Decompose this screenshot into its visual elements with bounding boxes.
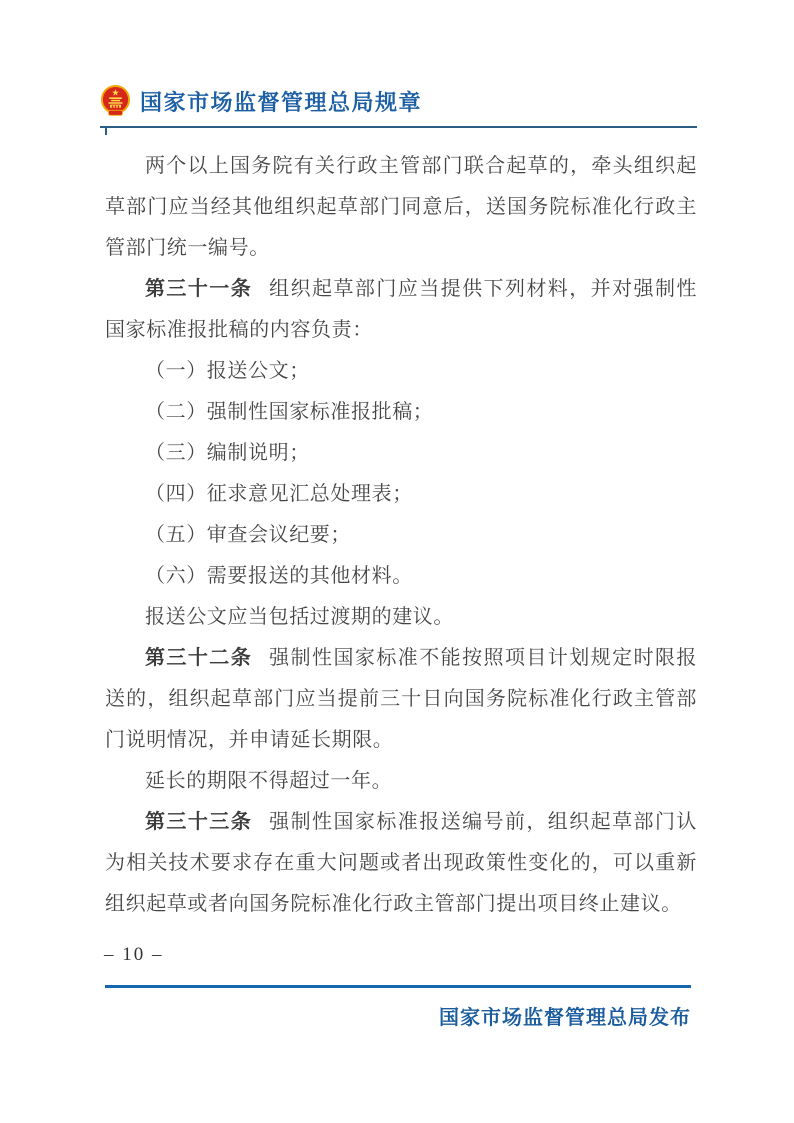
article-paragraph <box>105 269 697 351</box>
header-title: 国家市场监督管理总局规章 <box>140 89 423 115</box>
paragraph <box>105 597 697 638</box>
footer-divider <box>105 985 691 988</box>
page-header <box>100 84 700 118</box>
paragraph <box>105 146 697 269</box>
list-item-text: （五）审查会议纪要； <box>145 524 351 546</box>
list-item <box>105 474 697 515</box>
article-text: 强制性国家标准报送编号前，组织起草部门认为相关技术要求存在重大问题或者出现政策性变化的，可以重新组织起草或者向国务院标准化行政主管部门提出项目终止建议。 <box>105 811 698 915</box>
article-text: 强制性国家标准不能按照项目计划规定时限报送的，组织起草部门应当提前三十日向国务院标准化行政主管部门说明情况，并申请延长期限。 <box>105 647 698 751</box>
paragraph-text: 报送公文应当包括过渡期的建议。 <box>145 606 454 628</box>
document-body <box>105 146 697 925</box>
list-item-text: （三）编制说明； <box>145 442 310 464</box>
list-item-text: （二）强制性国家标准报批稿； <box>145 401 434 423</box>
list-item <box>105 556 697 597</box>
list-item <box>105 351 697 392</box>
list-item-text: （六）需要报送的其他材料。 <box>145 565 413 587</box>
paragraph <box>105 761 697 802</box>
paragraph-text: 延长的期限不得超过一年。 <box>145 770 393 792</box>
list-item <box>105 433 697 474</box>
list-item-text: （一）报送公文； <box>145 360 310 382</box>
page-number: – 10 – <box>104 944 164 965</box>
article-paragraph <box>105 638 697 761</box>
article-number: 第三十一条 <box>145 278 253 300</box>
list-item <box>105 392 697 433</box>
article-number: 第三十二条 <box>145 647 253 669</box>
article-text: 组织起草部门应当提供下列材料，并对强制性国家标准报批稿的内容负责： <box>105 278 698 341</box>
header-divider <box>100 126 697 128</box>
article-number: 第三十三条 <box>145 811 253 833</box>
article-paragraph <box>105 802 697 925</box>
paragraph-text: 两个以上国务院有关行政主管部门联合起草的，牵头组织起草部门应当经其他组织起草部门同意后，送国务院标准化行政主管部门统一编号。 <box>105 155 697 259</box>
list-item <box>105 515 697 556</box>
list-item-text: （四）征求意见汇总处理表； <box>145 483 413 505</box>
publisher-label: 国家市场监督管理总局发布 <box>439 1007 691 1029</box>
china-national-emblem-icon <box>100 84 131 118</box>
